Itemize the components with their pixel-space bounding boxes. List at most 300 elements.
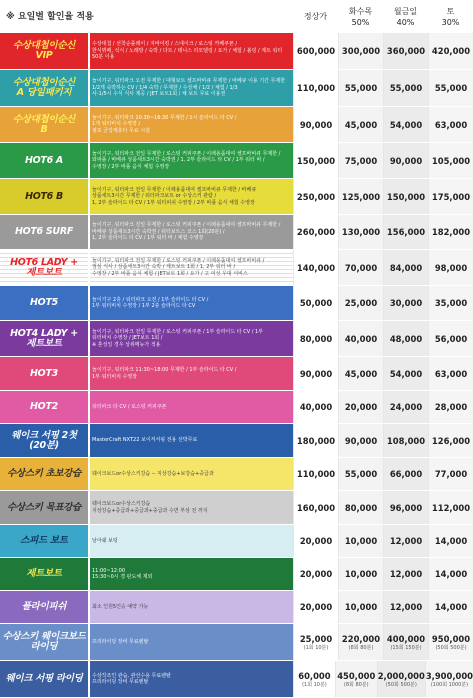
program-name-line1: 수상대첩이순신 [12,77,76,88]
program-name-line1: 수상스키 초보강습 [6,468,82,479]
description-line: 1개 워터비치 수영장 / [92,121,141,128]
description-line: 점포 금강제휴타 무료 시설 [92,127,150,134]
price-value: 10,000 [344,536,378,546]
price-cell [428,107,473,142]
description-line: 수영장 / 2부 바플 음식 체험 수영장 [92,163,170,170]
price-cell [338,624,383,660]
price-value: 84,000 [389,262,423,273]
description-line: 점심 식사 / 상품세트3시간 숙박 / 제트보트 1회 / 1, 2부 워터 바 / [92,264,236,271]
price-cell [293,179,338,214]
price-cell [428,591,473,623]
column-header-sat: 토 30% [441,6,460,27]
price-cell [425,661,473,697]
price-value: 12,000 [389,569,423,579]
program-name [0,321,88,356]
description-line: 웨이크보드or수상스키강습 -- 지상강습+보강습+중급과 [92,470,214,477]
table-row [0,357,473,391]
price-cells [293,286,473,320]
price-cell [383,391,428,423]
price-cell [338,321,383,356]
price-value: 63,000 [434,119,468,130]
program-description [90,525,293,557]
price-value: 54,000 [389,119,423,130]
program-name-line2: A 당일패키지 [16,87,72,98]
column-header-regular: 정상가 [303,12,328,21]
program-name [0,558,88,590]
price-cell [338,491,383,524]
price-cell [293,491,338,524]
price-value: 77,000 [434,469,468,479]
price-cell [338,143,383,178]
table-row [0,391,473,424]
program-name-line1: 수상대첩이순신 [12,113,76,125]
program-name [0,179,88,214]
program-name-line1: HOT6 LADY + [10,256,78,268]
price-unit-note: (50회 500분) [385,681,417,688]
price-cell [293,624,338,660]
table-row [0,424,473,458]
program-name-line2: VIP [35,50,53,61]
price-cell [428,491,473,524]
price-unit-note: (100회 1000분) [430,681,469,688]
price-cell [293,321,338,356]
program-name-line1: HOT6 A [25,154,63,166]
price-cell [293,661,335,697]
price-value: 20,000 [299,569,333,579]
price-value: 54,000 [389,368,423,379]
price-cell [383,143,428,178]
description-line: 1, 2부 슬라이드 타 CV / 1부 워터 바 / 체험 수영장 [92,235,204,242]
program-name [0,107,88,142]
price-value: 950,000 [431,633,471,644]
description-line: 수상작조인 관습, 관선수용 무료렌탈 [92,672,171,679]
program-name [0,33,88,69]
price-unit-note: (1회 10분) [303,644,329,651]
price-value: 10,000 [344,569,378,579]
program-description [90,70,293,106]
description-line: 워터비치 수영장 / JET보트 1회 / [92,335,163,342]
price-cell [338,250,383,285]
price-value: 20,000 [299,536,333,546]
price-value: 50,000 [299,298,333,308]
program-description [90,33,293,69]
program-name [0,250,88,285]
price-value: 45,000 [344,368,378,379]
price-value: 220,000 [341,633,381,644]
program-name-line1: 플라이피쉬 [21,601,67,612]
price-value: 600,000 [296,46,336,56]
price-value: 48,000 [389,333,423,344]
price-value: 90,000 [299,368,333,379]
description-line: 워터파크 타 CV / 로스팅 커피쿠폰 [92,403,167,410]
description-line: 사-1/5시 수식 식사 제공 / JET 보트1회 / 체 보트 무료 이용권 [92,91,226,98]
description-line: 1부 워터비치 수영장 / 1부 2층 슬라이드 타 CV [92,303,196,309]
description-line: 프리라이딩 장비 무료렌탈 [92,638,149,645]
column-header-tue-thu: 화수목 50% [348,6,373,27]
price-value: 90,000 [299,119,333,130]
description-line: 웨이크보드or수상스키강습 [92,501,151,508]
price-cells [293,107,473,142]
price-cell [338,179,383,214]
program-name-line1: HOT2 [30,401,58,412]
price-value: 28,000 [434,402,468,412]
price-value: 130,000 [341,227,381,237]
price-cell [338,458,383,490]
description-line: 놀이기구, 워터파크 전일 무제한 / 이례용품대여 셀프바비큐 무제한 / 바베큐 [92,186,257,193]
price-cell [383,321,428,356]
description-line: 최소 인원5인승 예약 가능 [92,603,149,610]
price-cells [293,179,473,214]
price-value: 156,000 [386,227,426,237]
table-row [0,215,473,250]
price-unit-note: (1회 10분) [302,681,327,688]
description-line: 11:00~12:00 [92,567,126,574]
price-cell [338,591,383,623]
price-cell [338,70,383,106]
price-value: 108,000 [386,435,426,446]
price-cell [428,525,473,557]
price-cell [293,357,338,390]
price-cell [383,591,428,623]
price-cell [383,491,428,524]
price-value: 160,000 [296,502,336,513]
price-cells [293,250,473,285]
price-value: 110,000 [296,469,336,479]
price-value: 450,000 [337,670,376,681]
table-row [0,250,473,286]
price-value: 45,000 [344,119,378,130]
program-name [0,70,88,106]
price-cell [293,143,338,178]
price-cells [293,357,473,390]
price-cells [293,321,473,356]
price-value: 25,000 [299,633,333,644]
price-unit-note: (8회 80분) [343,681,369,688]
price-cells [293,591,473,623]
table-row [0,286,473,321]
table-row [0,458,473,491]
price-cells [293,391,473,423]
price-value: 90,000 [389,155,423,166]
price-cells [293,558,473,590]
table-row [0,107,473,143]
price-cell [383,286,428,320]
description-line: 지상강습+중급과+중급과+중급과 수면 부상 전 까지 [92,507,208,514]
description-line: 놀이기구, 워터파크 전일 무제한 / 로스팅 커피쿠폰 / 이례용품대여 셀프바비큐 / [92,257,265,264]
price-table-body [0,33,473,698]
description-line: 50분 이용 [92,54,115,61]
price-cell [293,250,338,285]
price-value: 180,000 [296,435,336,446]
price-cell [383,107,428,142]
table-row [0,321,473,357]
price-value: 70,000 [344,262,378,273]
table-row [0,491,473,525]
price-cell [338,33,383,69]
column-header-mon-fri-sun: 월금일 40% [393,6,418,27]
price-cell [383,33,428,69]
price-cell [428,250,473,285]
price-cell [293,70,338,106]
price-cells [293,661,473,697]
price-cell [428,558,473,590]
price-cell [293,458,338,490]
price-cell [383,525,428,557]
price-value: 112,000 [431,502,471,513]
price-cell [383,70,428,106]
price-value: 80,000 [299,333,333,344]
program-name-line1: 수상스키 목표강습 [6,501,82,513]
program-name-line2: 제트보트 [26,266,62,278]
price-value: 55,000 [344,83,378,93]
price-value: 140,000 [296,262,336,273]
program-name [0,525,88,557]
price-cell [383,458,428,490]
price-cells [293,458,473,490]
price-value: 55,000 [389,83,423,93]
description-line: 수상대첩 / 선착순플레이 / 지바이킹 / 스네이크 / 로스팅 카페쿠폰 / [92,41,238,48]
price-value: 250,000 [296,191,336,202]
price-cell [335,661,377,697]
price-cell [428,33,473,69]
description-line: 바베큐 상품세트3시간 숙박권 / 워터보트스 코스 1회(20분) / [92,228,225,235]
table-row [0,558,473,591]
description-line: ※ 혼성일 경우 상위메뉴가 적용 [92,341,161,348]
price-cells [293,491,473,524]
description-line: 놀이기구, 워터파크 11:30~18:00 무제한 / 1부 슬라이드 타 CV / [92,367,237,374]
program-description [90,661,293,697]
program-name-line1: HOT6 SURF [14,226,74,237]
price-cells [293,624,473,660]
program-name-line1: HOT6 B [25,190,63,202]
program-name-line1: HOT3 [30,367,58,379]
price-cell [293,424,338,457]
price-cell [338,525,383,557]
price-value: 110,000 [296,83,336,93]
price-cells [293,424,473,457]
price-cell [338,558,383,590]
program-description [90,250,293,285]
price-cell [293,215,338,249]
table-row [0,143,473,179]
price-cell [383,215,428,249]
description-line: 놀이기구 2층 / 워터파크 오전 / 1부 슬라이드 타 CV / [92,296,209,303]
description-line: 프리라이딩 장비 무료렌탈 [92,679,149,685]
table-row [0,70,473,107]
program-name [0,591,88,623]
price-value: 182,000 [431,227,471,237]
price-cell [428,321,473,356]
program-name [0,143,88,178]
discount-notice: ※ 요일별 할인율 적용 [6,12,94,22]
program-description [90,624,293,660]
program-description [90,491,293,524]
description-line: 한식뷔페, 석식 / 노래방 / 숙박 / 다트 / 테니스 리모델링 / 요가 / 체험 / 볼링 / 제트 워터 [92,47,283,54]
price-cell [338,391,383,423]
description-line: 15:30~0시 경 판도체 제외 [92,574,153,580]
program-description [90,179,293,214]
description-line: 1, 2부 슬라이드 타 CV / 1부 워터피쉬 수영장 / 2부 바플 음식 체험 수영장 [92,199,255,206]
price-cell [293,107,338,142]
program-name [0,624,88,660]
program-description [90,591,293,623]
price-value: 125,000 [341,191,381,202]
price-cell [428,215,473,249]
price-value: 25,000 [344,298,378,308]
program-name [0,424,88,457]
program-description [90,424,293,457]
description-line: 놀이기구, 워터파크 10:30~16:30 무제한 / 1시 슬라이드 타 CV / [92,114,237,121]
program-description [90,107,293,142]
description-line: 날아쉐 보팅 [92,537,118,544]
price-value: 150,000 [386,191,426,202]
description-line: 놀이기구, 워터파크 전일 무제한 / 로스팅 커피쿠폰 / 이례용품대여 셀프바비큐 무제한 / [92,150,281,157]
table-row [0,661,473,698]
description-line: MasterCraft NXT22 보이저서핑 전용 선박무료 [92,437,198,444]
price-cell [383,424,428,457]
price-value: 300,000 [341,46,381,56]
price-cell [383,179,428,214]
price-value: 2,000,000 [377,670,425,681]
price-value: 10,000 [344,602,378,612]
price-value: 80,000 [344,502,378,513]
price-cell [383,357,428,390]
price-cells [293,143,473,178]
program-name-line2: B [40,123,48,135]
price-value: 14,000 [434,536,468,546]
program-description [90,391,293,423]
program-description [90,286,293,320]
price-cells [293,70,473,106]
description-line: 놀이기구, 워터파크 전일 무제한 / 로스팅 커피쿠폰 / 이례용품대여 셀프바비큐 무제한 / [92,222,281,229]
price-value: 20,000 [344,402,378,412]
price-cell [383,624,428,660]
price-value: 98,000 [434,262,468,273]
price-value: 96,000 [389,502,423,513]
price-cells [293,525,473,557]
price-unit-note: (50회 500분) [435,644,467,651]
price-value: 56,000 [434,333,468,344]
description-line: 상품세트3시간 무제한 / 워터파크보트 or 수상스키 관람 / [92,193,217,200]
price-cell [383,558,428,590]
price-value: 35,000 [434,298,468,308]
program-description [90,215,293,249]
program-name [0,458,88,490]
description-line: 1/2개 숙박하는 CV / 1/4 숙박 / 무제한 / 수상체 / 1/2 / 체험 / 1/3 [92,84,238,91]
price-value: 20,000 [299,602,333,612]
price-value: 260,000 [296,227,336,237]
price-value: 14,000 [434,569,468,579]
program-name-line2: 제트보트 [26,337,62,349]
program-name [0,491,88,524]
program-name-line1: 웨이크 서핑 2첫 [11,429,77,441]
program-name-line2: 라이딩 [30,641,58,652]
price-cell [293,591,338,623]
price-value: 420,000 [431,46,471,56]
description-line: 놀이기구, 워터파크 오전 무제한 / 대형보트 셀프바비큐 무제한 / 바베큐 이용 기간 무제한 [92,78,286,85]
price-value: 175,000 [431,191,471,202]
price-value: 126,000 [431,435,471,446]
price-cell [338,424,383,457]
price-value: 30,000 [389,298,423,308]
program-description [90,321,293,356]
program-name-line1: 제트보트 [26,568,62,579]
program-name [0,286,88,320]
price-value: 12,000 [389,536,423,546]
price-cell [293,558,338,590]
price-cell [293,286,338,320]
price-value: 55,000 [434,83,468,93]
program-description [90,143,293,178]
price-value: 63,000 [434,368,468,379]
price-cell [293,525,338,557]
price-cell [293,33,338,69]
price-value: 24,000 [389,402,423,412]
price-value: 55,000 [344,469,378,479]
program-name-line1: HOT4 LADY + [10,327,78,339]
price-cell [377,661,425,697]
price-cell [428,458,473,490]
price-value: 150,000 [296,155,336,166]
table-row [0,525,473,558]
price-cell [428,357,473,390]
program-name [0,215,88,249]
program-name [0,661,88,697]
program-name-line2: (20분) [29,439,59,451]
price-value: 360,000 [386,46,426,56]
price-value: 90,000 [344,435,378,446]
price-cell [383,250,428,285]
price-value: 400,000 [386,633,426,644]
price-cell [428,391,473,423]
price-value: 40,000 [299,402,333,412]
price-cell [428,624,473,660]
price-cell [338,107,383,142]
program-description [90,357,293,390]
price-unit-note: (8회 80분) [348,644,374,651]
price-cell [428,70,473,106]
price-value: 3,900,000 [425,670,473,681]
price-cells [293,33,473,69]
program-name-line1: 웨이크 서핑 라이딩 [5,673,83,684]
description-line: 수영장 / 2부 바플 음식 체험 / JET보트 1회 / 요가 / 고 여성 우대 서비스 [92,270,248,277]
price-unit-note: (15회 150분) [390,644,422,651]
program-name [0,391,88,423]
description-line: 놀이기구, 워터파크 전일 무제한 / 로스팅 커피쿠폰 / 1부 슬라이드 타 CV / 1부 [92,328,263,335]
price-table-header [0,0,473,33]
price-value: 14,000 [434,602,468,612]
program-description [90,558,293,590]
price-value: 105,000 [431,155,471,166]
price-value: 75,000 [344,155,378,166]
price-cell [338,215,383,249]
price-value: 40,000 [344,333,378,344]
price-cell [338,286,383,320]
table-row [0,33,473,70]
price-cell [428,286,473,320]
description-line: 와파플 / 바베큐 상품세트3시간 숙박권 / 1, 2부 슬라이드 타 CV / 1부 워터 바 / [92,157,265,164]
price-value: 66,000 [389,469,423,479]
price-cell [428,143,473,178]
program-name [0,357,88,390]
price-value: 12,000 [389,602,423,612]
program-name-line1: 수상대첩이순신 [12,40,76,51]
price-cell [338,357,383,390]
table-row [0,591,473,624]
program-description [90,458,293,490]
table-row [0,624,473,661]
price-cell [428,179,473,214]
